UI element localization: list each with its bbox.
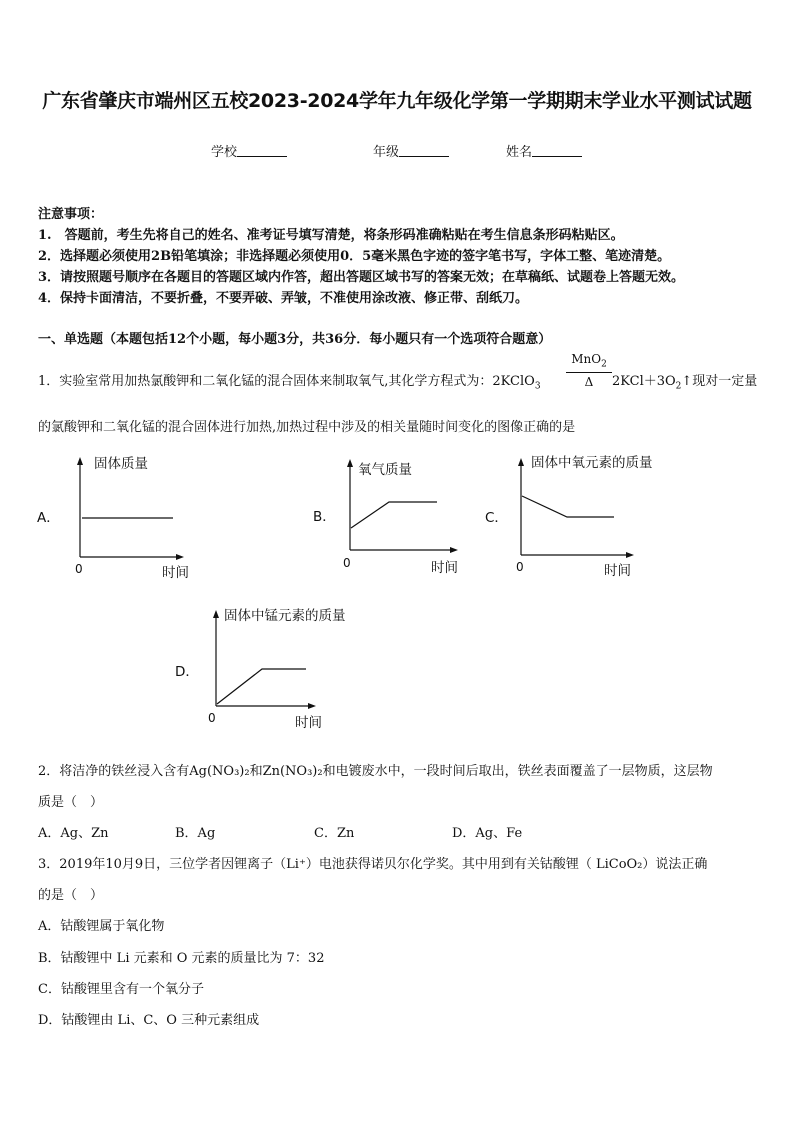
origin-label: 0 xyxy=(75,562,83,576)
q2-option-a[interactable]: A．Ag、Zn xyxy=(38,826,109,841)
y-axis-label: 固体质量 xyxy=(94,456,148,472)
grade-label: 年级 xyxy=(373,145,400,160)
reaction-arrow-line xyxy=(566,372,612,373)
option-letter: C． xyxy=(485,510,508,526)
name-label: 姓名 xyxy=(506,145,533,160)
y-axis-label: 固体中锰元素的质量 xyxy=(224,608,346,624)
x-axis-label: 时间 xyxy=(295,715,322,731)
q2-option-d[interactable]: D．Ag、Fe xyxy=(452,826,523,841)
graph-d xyxy=(174,598,394,733)
school-field xyxy=(211,141,287,160)
q3-option-b[interactable]: B．钴酸锂中 Li 元素和 O 元素的质量比为 7：32 xyxy=(38,951,325,966)
school-label: 学校 xyxy=(211,145,238,160)
note-item: 3．请按照题号顺序在各题目的答题区域内作答，超出答题区域书写的答案无效；在草稿纸、试题卷上答题无效。 xyxy=(38,270,685,285)
q1-line2: 的氯酸钾和二氧化锰的混合固体进行加热,加热过程中涉及的相关量随时间变化的图像正确的是 xyxy=(38,420,576,435)
q3-option-a[interactable]: A．钴酸锂属于氧化物 xyxy=(38,919,165,934)
subscript: 3 xyxy=(534,381,541,392)
notes-heading: 注意事项： xyxy=(38,207,104,222)
catalyst: MnO$_2$ xyxy=(571,352,607,370)
note-item: 2．选择题必须使用2B铅笔填涂；非选择题必须使用0．5毫米黑色字迹的签字笔书写，字体工整、笔迹清楚。 xyxy=(38,249,671,264)
note-item: 1. 答题前，考生先将自己的姓名、准考证号填写清楚，将条形码准确粘贴在考生信息条形码粘贴区。 xyxy=(38,228,624,243)
q3-option-c[interactable]: C．钴酸锂里含有一个氧分子 xyxy=(38,982,204,997)
school-blank[interactable] xyxy=(237,144,287,157)
graph-a xyxy=(36,445,236,580)
y-axis-label: 氧气质量 xyxy=(358,462,412,478)
note-item: 4．保持卡面清洁，不要折叠，不要弄破、弄皱，不准使用涂改液、修正带、刮纸刀。 xyxy=(38,291,529,306)
q2-line2: 质是（ ） xyxy=(38,795,104,810)
q3-line1: 3．2019年10月9日，三位学者因锂离子（Li⁺）电池获得诺贝尔化学奖。其中用到有关钴酸锂（ LiCoO₂）说法正确 xyxy=(38,857,708,872)
grade-field xyxy=(373,141,449,160)
option-letter: A． xyxy=(37,510,60,526)
name-field xyxy=(506,141,582,160)
x-axis-label: 时间 xyxy=(604,563,631,579)
graph-c-curve xyxy=(522,496,614,517)
graph-c xyxy=(484,445,684,580)
graph-b-curve xyxy=(351,502,437,528)
origin-label: 0 xyxy=(208,711,216,725)
q3-line2: 的是（ ） xyxy=(38,888,104,903)
q1-line1-suffix: $2KCl+3O_2↑$现对一定量 xyxy=(612,374,758,392)
q2-option-b[interactable]: B．Ag xyxy=(175,826,216,841)
origin-label: 0 xyxy=(343,556,351,570)
q2-option-c[interactable]: C．Zn xyxy=(314,826,355,841)
name-blank[interactable] xyxy=(532,144,582,157)
origin-label: 0 xyxy=(516,560,524,574)
x-axis-label: 时间 xyxy=(431,560,458,576)
y-axis-label: 固体中氧元素的质量 xyxy=(531,455,653,471)
graph-d-curve xyxy=(217,669,306,704)
option-letter: B． xyxy=(313,509,336,525)
q1-line1-prefix: 1．实验室常用加热氯酸钾和二氧化锰的混合固体来制取氧气,其化学方程式为：2KClO$_3$ xyxy=(38,374,541,392)
section-heading: 一、单选题（本题包括12个小题，每小题3分，共36分．每小题只有一个选项符合题意） xyxy=(38,332,552,347)
grade-blank[interactable] xyxy=(399,144,449,157)
graph-b xyxy=(312,445,482,580)
reaction-condition xyxy=(566,352,612,389)
heat-symbol: Δ xyxy=(584,375,594,390)
page-title: 广东省肇庆市端州区五校2023-2024学年九年级化学第一学期期末学业水平测试试题 xyxy=(42,90,752,112)
q3-option-d[interactable]: D．钴酸锂由 Li、C、O 三种元素组成 xyxy=(38,1013,260,1028)
q2-line1: 2．将洁净的铁丝浸入含有Ag(NO₃)₂和Zn(NO₃)₂和电镀废水中，一段时间后取出，铁丝表面覆盖了一层物质，这层物 xyxy=(38,764,713,779)
x-axis-label: 时间 xyxy=(162,565,189,581)
option-letter: D． xyxy=(175,664,199,680)
